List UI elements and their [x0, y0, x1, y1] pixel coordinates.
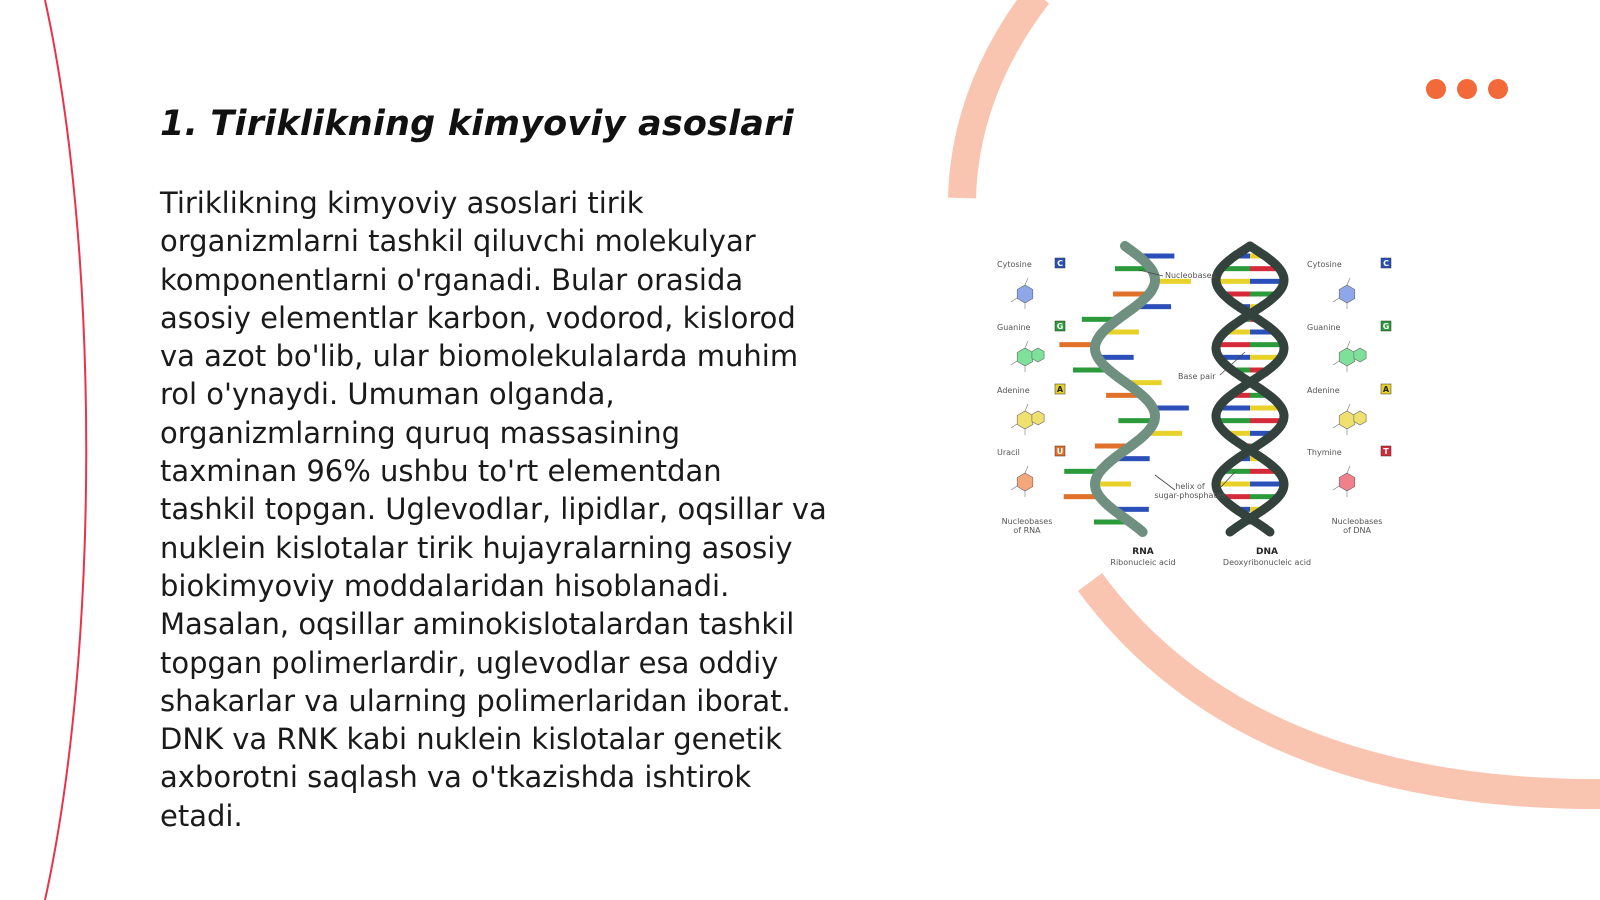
nucleobase-badge-letter: A: [1056, 385, 1064, 394]
slide-title: 1. Tiriklikning kimyoviy asoslari: [160, 104, 794, 144]
rna-nucleobases-label: Nucleobases: [1001, 517, 1053, 526]
nucleobase-name: Adenine: [1307, 386, 1340, 395]
molecule-bond-icon: [1025, 341, 1028, 348]
dna-nucleobases-label: Nucleobases: [1331, 517, 1383, 526]
base-rung: [1250, 482, 1282, 487]
decorative-arc-bottom: [1090, 582, 1600, 794]
rna-subtitle: Ribonucleic acid: [1110, 558, 1176, 567]
base-rung: [1218, 342, 1250, 347]
molecule-bond-icon: [1347, 404, 1350, 411]
sugar-phosphate-backbone: [1216, 246, 1284, 532]
base-rung: [1218, 279, 1250, 284]
nucleobase-name: Thymine: [1307, 448, 1342, 457]
molecule-ring-icon: [1339, 411, 1355, 429]
base-rung: [1095, 482, 1131, 487]
base-rung: [1250, 418, 1282, 423]
nucleobase-badge-letter: C: [1057, 259, 1063, 268]
nucleobase-badge-letter: C: [1383, 259, 1389, 268]
base-rung: [1059, 342, 1095, 347]
nucleobase-name: Cytosine: [1307, 260, 1342, 269]
molecule-ring-icon: [1017, 411, 1033, 429]
slide-body-text: Tiriklikning kimyoviy asoslari tirik organizmlarni tashkil qiluvchi molekulyar komponentlarni o'rganadi. Bular orasida asosiy elementlar karbon, vodorod, kislorod va azot bo'lib, ular biomolekulalarda muhim rol o'ynaydi. Umuman olganda, organizmlarning quruq massasining taxminan 96% ushbu to'rt elementdan tashkil topgan. Uglevodlar, lipidlar, oqsillar va nuklein kislotalar tirik hujayralarning asosiy biokimyoviy moddalaridan hisoblanadi. Masalan, oqsillar aminokislotalardan tashkil topgan polimerlardir, uglevodlar esa oddiy shakarlar va ularning polimerlaridan iborat. DNK va RNK kabi nuklein kislotalar genetik axborotni saqlash va o'tkazishda ishtirok etadi.: [160, 186, 827, 833]
molecule-bond-icon: [1347, 278, 1350, 285]
sugar-phosphate-backbone: [1216, 246, 1284, 532]
molecule-ring-icon: [1017, 348, 1033, 366]
molecule-ring-icon: [1017, 473, 1033, 491]
base-pair-callout: Base pair: [1178, 372, 1216, 381]
nucleobase-badge-letter: G: [1382, 322, 1390, 331]
decorative-dots: [1426, 79, 1508, 99]
molecule-ring-icon: [1339, 348, 1355, 366]
dna-title: DNA: [1256, 547, 1278, 557]
helix-callout-2: sugar-phosphates: [1154, 491, 1226, 500]
nucleobase-rna-guanine: [997, 321, 1065, 372]
sugar-phosphate-backbone: [1095, 246, 1155, 532]
base-rung: [1218, 418, 1250, 423]
molecule-bond-icon: [1025, 466, 1028, 473]
molecule-bond-icon: [1025, 278, 1028, 285]
molecule-bond-icon: [1347, 341, 1350, 348]
molecule-bond-icon: [1333, 486, 1339, 490]
nucleobase-dna-guanine: [1307, 321, 1391, 372]
molecule-bond-icon: [1333, 298, 1339, 302]
nucleobase-dna-thymine: [1306, 446, 1391, 497]
decorative-dot: [1488, 79, 1508, 99]
rna-dna-illustration: [995, 240, 1425, 575]
molecule-bond-icon: [1025, 404, 1028, 411]
decorative-arc-top: [962, 0, 1038, 198]
nucleobases-callout: Nucleobases: [1165, 271, 1216, 280]
nucleobase-badge-letter: A: [1382, 385, 1390, 394]
rna-title: RNA: [1132, 547, 1154, 557]
rna-helix: [1056, 246, 1191, 532]
nucleobase-badge-letter: T: [1383, 447, 1389, 456]
nucleobase-name: Adenine: [997, 386, 1030, 395]
rna-nucleobases-column: [997, 258, 1065, 497]
molecule-bond-icon: [1011, 361, 1017, 365]
molecule-ring-icon: [1032, 411, 1044, 425]
nucleobase-badge-letter: U: [1056, 447, 1064, 456]
molecule-ring-icon: [1339, 285, 1355, 303]
dna-nucleobases-label-2: of DNA: [1343, 526, 1371, 535]
molecule-ring-icon: [1354, 411, 1366, 425]
helix-callout: helix of: [1175, 482, 1205, 491]
decorative-dot: [1457, 79, 1477, 99]
nucleobase-rna-adenine: [997, 384, 1065, 435]
molecule-ring-icon: [1017, 285, 1033, 303]
molecule-ring-icon: [1354, 348, 1366, 362]
helix-pointer-rna: [1155, 475, 1175, 490]
rna-nucleobases-label-2: of RNA: [1013, 526, 1041, 535]
nucleobase-name: Guanine: [1307, 323, 1341, 332]
nucleobase-name: Guanine: [997, 323, 1031, 332]
nucleobase-badge-letter: G: [1056, 322, 1064, 331]
nucleobase-dna-adenine: [1307, 384, 1391, 435]
nucleobase-rna-cytosine: [997, 258, 1065, 309]
dna-helix: [1216, 246, 1284, 532]
molecule-bond-icon: [1011, 298, 1017, 302]
nucleobase-rna-uracil: [997, 446, 1065, 497]
molecule-bond-icon: [1333, 424, 1339, 428]
molecule-bond-icon: [1011, 486, 1017, 490]
molecule-bond-icon: [1347, 466, 1350, 473]
dna-subtitle: Deoxyribonucleic acid: [1222, 558, 1312, 567]
base-rung: [1250, 279, 1282, 284]
base-rung: [1250, 342, 1282, 347]
molecule-bond-icon: [1333, 361, 1339, 365]
nucleobase-name: Uracil: [997, 448, 1020, 457]
nucleobase-dna-cytosine: [1307, 258, 1391, 309]
dna-nucleobases-column: [1306, 258, 1391, 497]
molecule-ring-icon: [1339, 473, 1355, 491]
molecule-ring-icon: [1032, 348, 1044, 362]
molecule-bond-icon: [1011, 424, 1017, 428]
left-accent-curve: [45, 0, 86, 900]
decorative-dot: [1426, 79, 1446, 99]
nucleobase-name: Cytosine: [997, 260, 1032, 269]
